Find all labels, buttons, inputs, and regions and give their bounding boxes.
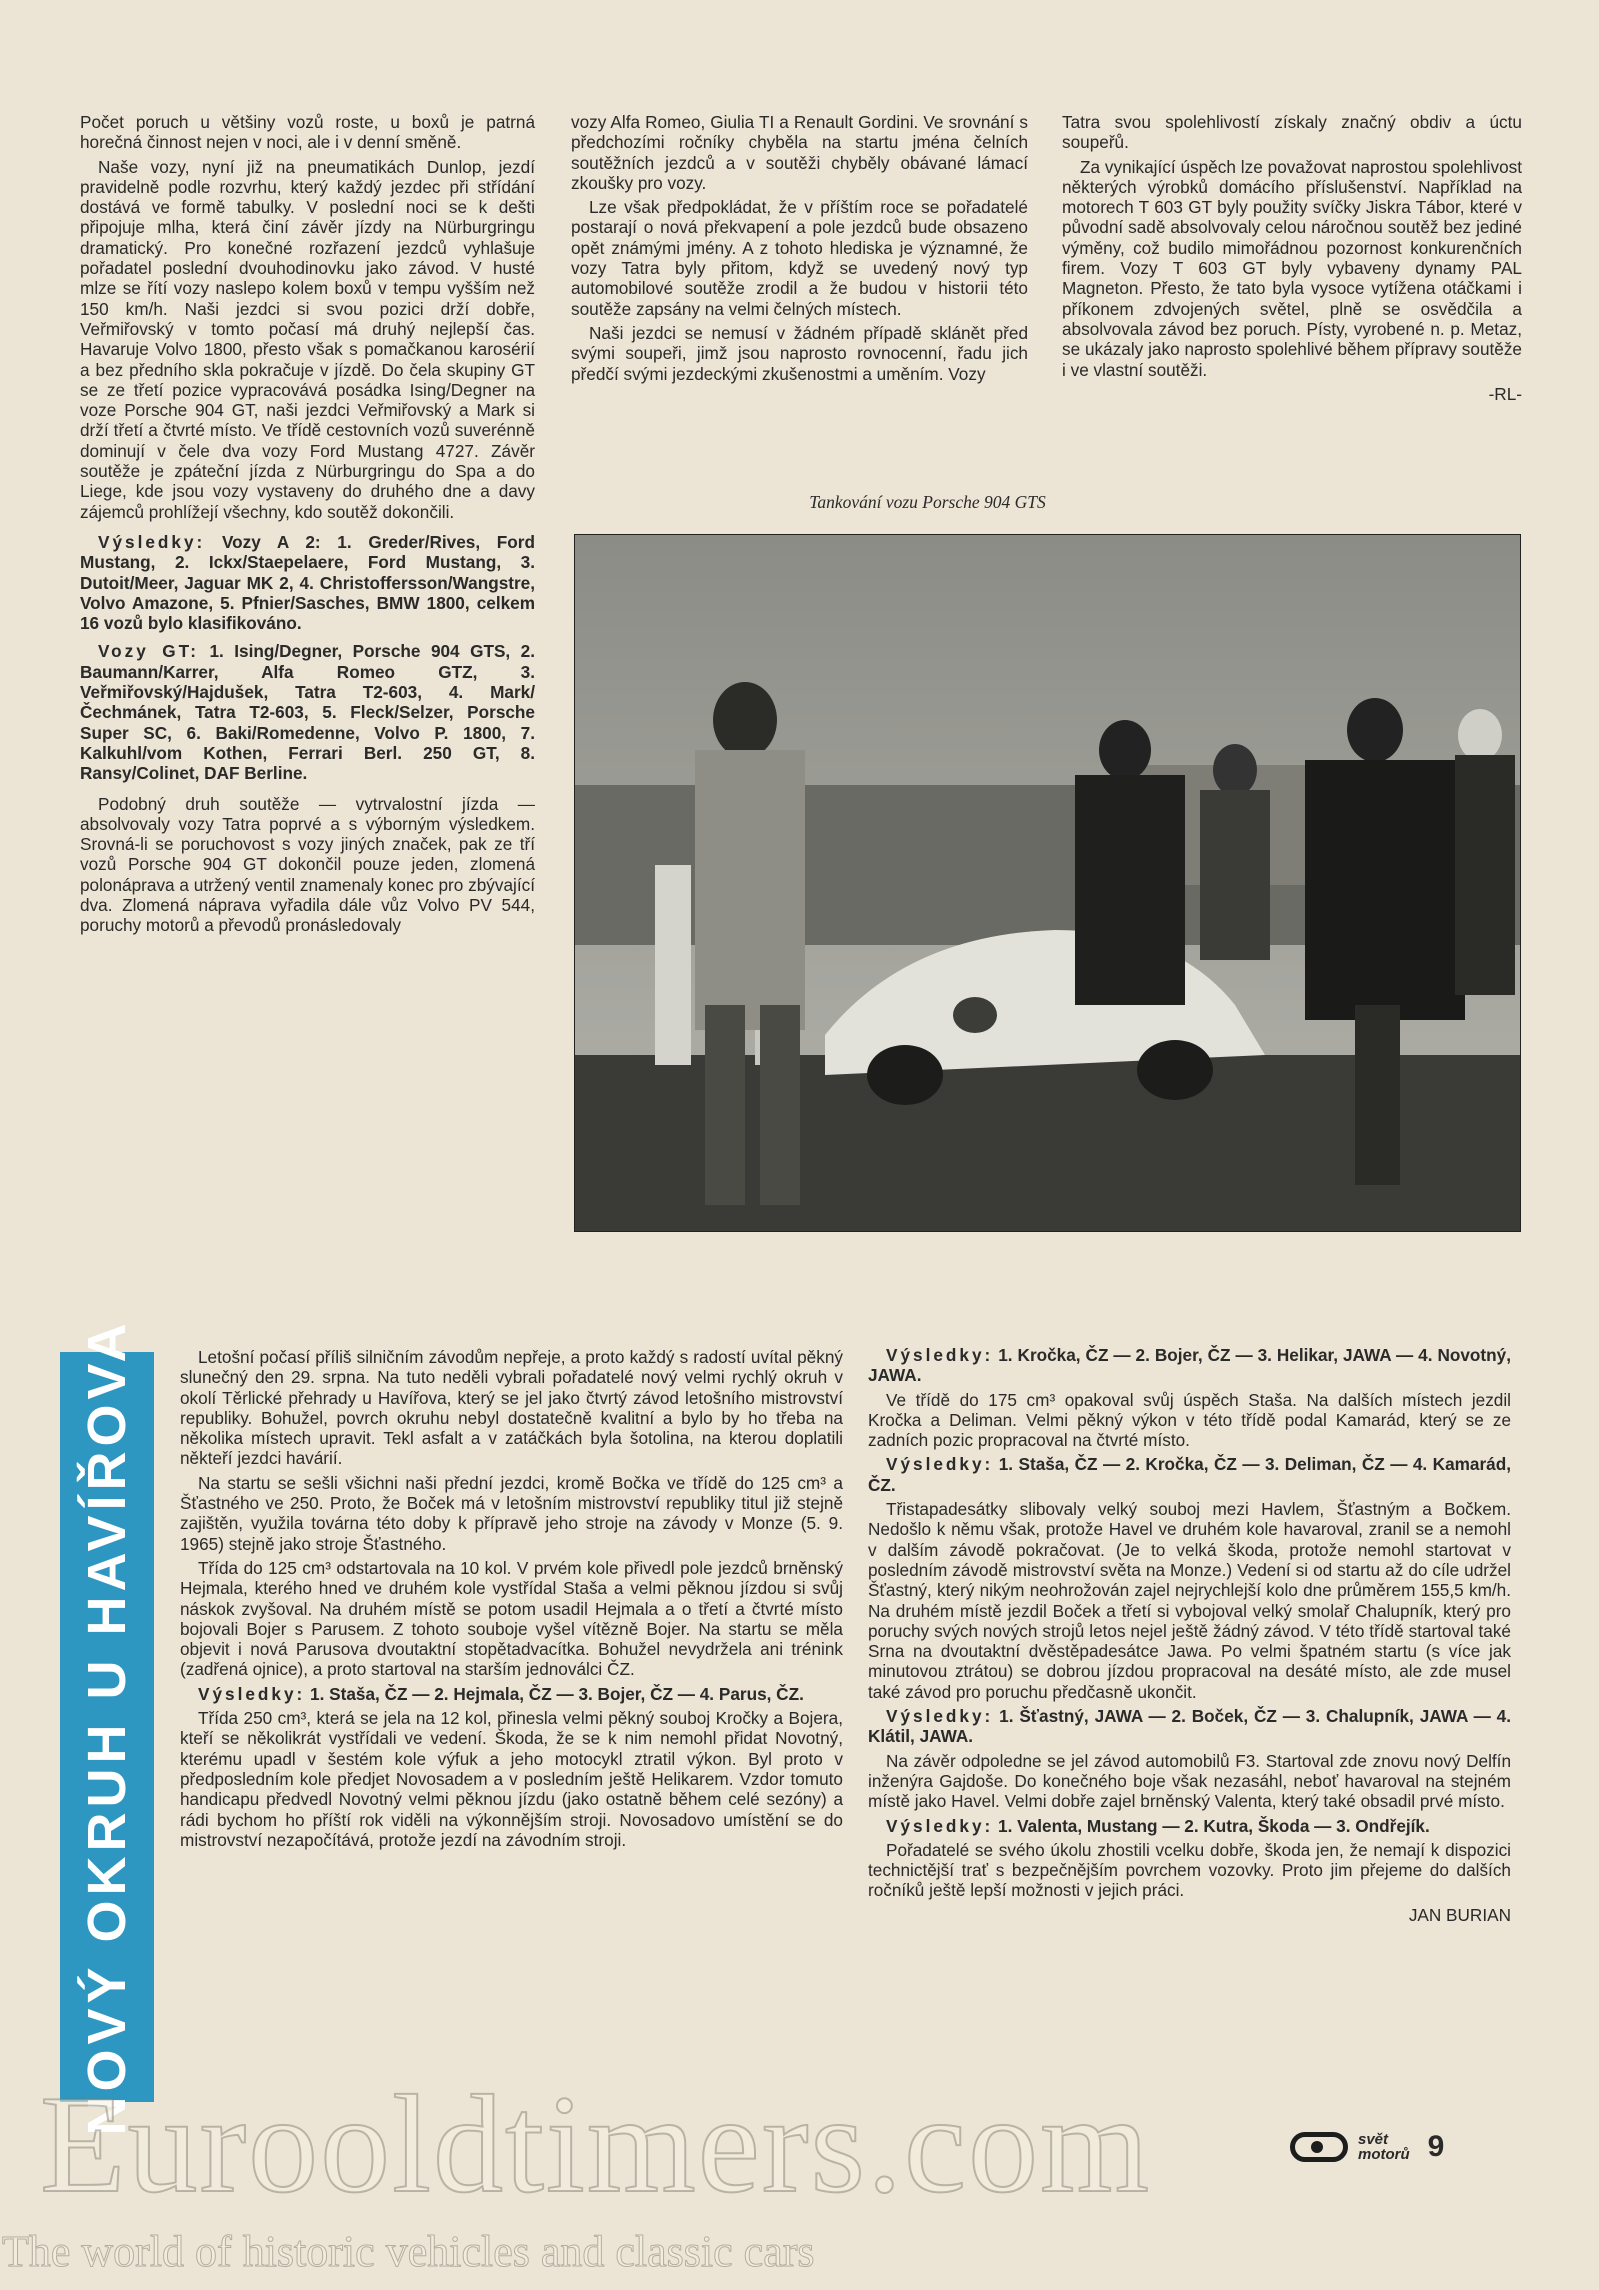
results-text: Vozy A 2: 1. Greder/Rives, Ford Mustang, 2. Ickx/Staepelaere, Ford Mustang, 3. Dutoit/Meer, Jaguar MK 2, 4. Christoffersson/Wangstre, Volvo Amazone, 5. Pfnier/Sasches, BMW 1800, celkem 16 vozů bylo klasifikováno. bbox=[80, 531, 535, 634]
paragraph: Na závěr odpoledne se jel závod automobilů F3. Startoval zde znovu nový Delfín inženýra Gajdoše. Do konečného boje však nezasáhl, neboť havaroval na stejném místě jako Havel. Velmi dobře zajel brněnský Valenta, který také obsadil prvé místo. bbox=[868, 1750, 1511, 1812]
article-title: NOVÝ OKRUH U HAVÍŘOVA bbox=[77, 1318, 137, 2136]
results-lead: Výsledky: bbox=[886, 1815, 994, 1836]
results-text: 1. Staša, ČZ — 2. Hejmala, ČZ — 3. Bojer, ČZ — 4. Parus, ČZ. bbox=[310, 1683, 804, 1704]
photo-caption: Tankování vozu Porsche 904 GTS bbox=[809, 492, 1046, 512]
results-paragraph bbox=[180, 1684, 843, 1704]
logo-line-2: motorů bbox=[1358, 2146, 1410, 2163]
logo-icon bbox=[1290, 2132, 1348, 2162]
results-paragraph bbox=[868, 1816, 1511, 1836]
watermark-tagline: The world of historic vehicles and classic cars bbox=[2, 2227, 815, 2276]
article-column-2 bbox=[571, 112, 1028, 388]
results-paragraph bbox=[868, 1706, 1511, 1747]
article2-column-1 bbox=[180, 1347, 843, 1854]
paragraph: Počet poruch u většiny vozů roste, u boxů je patrná horečná činnost nejen v noci, ale i v denní směně. bbox=[80, 112, 535, 153]
results-lead: Výsledky: bbox=[886, 1454, 994, 1475]
article-column-1 bbox=[80, 112, 535, 940]
paragraph: Pořadatelé se svého úkolu zhostili vcelku dobře, škoda jen, že nemají k dispozici technictější trať s bezpečnějším povrchem vozovky. Proto jim přejeme do dalších ročníků ještě lepší možnosti v jejich práci. bbox=[868, 1839, 1511, 1901]
article-title-sidebar bbox=[60, 1318, 154, 2136]
paragraph: Naše vozy, nyní již na pneumatikách Dunlop, jezdí pravidelně podle rozvrhu, který každý jezdec při střídání dostává ve formě tabulky. V poslední noci se k dešti připojuje mlha, která činí závěr jízdy na Nürburgringu dramatický. Pro konečné rozřazení jezdců vyhlašuje pořadatel poslední dvouhodinovku jako závod. V husté mlze se řítí vozy naslepo kolem boxů v tempu vyšším než 150 km/h. Naši jezdci si svou pozici drží dobře, Veřmiřovský v tomto počasí má druhý nejlepší čas. Havaruje Volvo 1800, přesto však s pomačkanou karosérií a bez předního skla pokračuje v jízdě. Do čela skupiny GT se ze třetí pozice vypracovává posádka Ising/Degner na voze Porsche 904 GT, naši jezdci Veřmiřovský a Mark si drží třetí a čtvrté místo. Ve třídě cestovních vozů suverénně dominují v čele dva vozy Ford Mustang 4727. Závěr soutěže je zpáteční jízda z Nürburgringu do Spa a do Liege, kde jsou vozy vystaveny do druhého dne a davy zájemců prohlížejí všechny, kdo soutěž dokončili. bbox=[80, 156, 535, 522]
results-text: 1. Ising/Degner, Porsche 904 GTS, 2. Baumann/Karrer, Alfa Romeo GTZ, 3. Veřmiřovský/Hajdušek, Tatra T2-603, 4. Mark/Čechmánek, Tatra T2-603, 5. Fleck/Selzer, Porsche Super SC, 6. Baki/Romedenne, Volvo P. 1800, 7. Kalkuhl/vom Kothen, Ferrari Berl. 250 GT, 8. Ransy/Colinet, DAF Berline. bbox=[80, 641, 535, 784]
photo-image bbox=[575, 535, 1520, 1231]
author-signature: -RL- bbox=[1488, 383, 1522, 404]
paragraph: Třída 250 cm³, která se jela na 12 kol, přinesla velmi pěkný souboj Kročky a Bojera, kteří se několikrát vystřídali ve vedení. Škoda, že se k nim nemohl přidat Novotný, kterému upadl v šestém kole výfuk a jeho motocykl ztratil výkon. Byl proto v předposledním kole předjet Novosadem a v posledním ještě Helikarem. Vzdor tomuto handicapu předvedl Novotný velmi pěknou jízdu (jako ostatně během celé sezóny) a rádi bychom ho příští rok viděli na výkonnějším stroji. Novosadovo umístění se do mistrovství nezapočítává, protože jezdí na závodním stroji. bbox=[180, 1708, 843, 1850]
results-lead: Výsledky: bbox=[198, 1683, 306, 1704]
paragraph: vozy Alfa Romeo, Giulia TI a Renault Gordini. Ve srovnání s předchozími ročníky chyběla na startu jména čelních soutěžních jezdců a v soutěži chyběly obávané lámací zkoušky pro vozy. bbox=[571, 112, 1028, 193]
article-column-3 bbox=[1062, 112, 1522, 404]
results-lead: Výsledky: bbox=[886, 1345, 994, 1365]
paragraph: Za vynikající úspěch lze považovat naprostou spolehlivost některých výrobků domácího příslušenství. Například na motorech T 603 GT byly použity svíčky Jiskra Tábor, které v původní sadě absolvovaly celou náročnou soutěž bez jediné výměny, což budilo mimořádnou pozornost konkurenčních firem. Vozy T 603 GT byly vybaveny dynamy PAL Magneton. Přesto, že tato byla vysoce vytížena otáčkami i příkonem zdvojených světel, plně se osvědčila a absolvovala závod bez poruch. Písty, vyrobené n. p. Metaz, se ukázaly jako naprosto spolehlivé během přípravy soutěže i ve vlastní soutěži. bbox=[1062, 156, 1522, 380]
logo-line-1: svět bbox=[1358, 2131, 1389, 2148]
results-paragraph bbox=[868, 1454, 1511, 1495]
results-text: 1. Kročka, ČZ — 2. Bojer, ČZ — 3. Helikar, JAWA — 4. Novotný, JAWA. bbox=[868, 1345, 1511, 1386]
magazine-logo bbox=[1290, 2125, 1500, 2169]
paragraph: Podobný druh soutěže — vytrvalostní jízda — absolvovaly vozy Tatra poprvé a s výborným výsledkem. Srovná-li se poruchovost s vozy jiných značek, pak ze tří vozů Porsche 904 GT dokončil pouze jeden, zlomená polonáprava a utržený ventil znamenaly konec pro zbývající dva. Zlomená náprava vyřadila dále vůz Volvo PV 544, poruchy motorů a převodů pronásledovaly bbox=[80, 793, 535, 936]
paragraph: Tatra svou spolehlivostí získaly značný obdiv a úctu soupeřů. bbox=[1062, 112, 1522, 153]
paragraph: Třída do 125 cm³ odstartovala na 10 kol. V prvém kole přivedl pole jezdců brněnský Hejmala, kterého hned ve druhém kole vystřídal Staša a velmi pěknou jízdou si svůj náskok zvyšoval. Na druhém místě se potom usadil Hejmala a o třetí a čtvrté místo bojovali Bojer s Parusem. Z tohoto souboje vyšel vítězně Bojer. Na startu se měla objevit i nová Parusova dvoutaktní stopětadvacítka. Bohužel nevydržela ani trénink (zadřená ojnice), a proto startoval na starším jednoválci ČZ. bbox=[180, 1557, 843, 1680]
photo-porsche-refuelling bbox=[574, 534, 1521, 1232]
results-lead: Výsledky: bbox=[886, 1706, 994, 1727]
paragraph: Letošní počasí příliš silničním závodům nepřeje, a proto každý s radostí uvítal pěkný slunečný den 29. srpna. Na tuto neděli vybrali pořadatelé nový velmi rychlý okruh v okolí Těrlické přehrady u Havířova, který se jel jako čtvrtý závod letošního mistrovství republiky. Bohužel, povrch okruhu nebyl dostatečně kvalitní a bylo by ho třeba na několika místech upravit. Tekl asfalt a v zatáčkách byla šotolina, na kterou doplatili někteří jezdci havárií. bbox=[180, 1347, 843, 1469]
results-text: 1. Šťastný, JAWA — 2. Boček, ČZ — 3. Chalupník, JAWA — 4. Klátil, JAWA. bbox=[868, 1706, 1512, 1747]
results-paragraph bbox=[80, 532, 535, 633]
paragraph: Třistapadesátky slibovaly velký souboj mezi Havlem, Šťastným a Bočkem. Nedošlo k němu však, protože Havel ve druhém kole havaroval, zranil se a nemohl v dalším závodě pokračovat. (Je to velká škoda, protože nemohl startovat v posledním závodě mistrovství světa na Monze.) Vedení si od startu až do cíle udržel Šťastný, který nikým neohrožován zajel nejrychlejší kolo dne průměrem 155,5 km/h. Na druhém místě jezdil Boček a třetí si vybojoval velký smolař Chalupník, který pro poruchy svých nových strojů letos nejel ještě žádný závod. V této třídě startoval také Srna na dvoutaktní dvěstěpadesátce Jawa. Po velmi špatném startu (s více jak minutovou ztrátou) se dobrou jízdou propracoval na desáté místo, ale zde musel také závod pro poruchu předčasně ukončit. bbox=[868, 1499, 1511, 1702]
paragraph: Naši jezdci se nemusí v žádném případě sklánět před svými soupeři, jimž jsou naprosto rovnocenní, řadu jich předčí svými jezdeckými zkušenostmi a uměním. Vozy bbox=[571, 322, 1028, 384]
paragraph: Na startu se sešli všichni naši přední jezdci, kromě Bočka ve třídě do 125 cm³ a Šťastného ve 250. Proto, že Boček má v letošním mistrovství republiky titul již stejně zajištěn, využila továrna této doby k přípravě jeho stroje na závody v Monze (5. 9. 1965) stejně jako stroje Šťastného. bbox=[180, 1472, 843, 1554]
article2-column-2 bbox=[868, 1345, 1511, 1925]
paragraph: Ve třídě do 175 cm³ opakoval svůj úspěch Staša. Na dalších místech jezdil Kročka a Deliman. Velmi pěkný výkon v této třídě podal Kamarád, který se ze zadních pozic propracoval na čtvrté místo. bbox=[868, 1389, 1511, 1451]
results-lead: Výsledky: bbox=[98, 531, 206, 552]
results-text: 1. Valenta, Mustang — 2. Kutra, Škoda — 3. Ondřejík. bbox=[998, 1815, 1430, 1836]
paragraph: Lze však předpokládat, že v příštím roce se pořadatelé postarají o nová překvapení a pole jezdců bude obsazeno opět známými jmény. A z tohoto hlediska je významné, že vozy Tatra byly přitom, když se uvedený nový typ automobilové soutěže zrodil a že budou v historii této soutěže zapsány na velmi čelných místech. bbox=[571, 197, 1028, 319]
results-paragraph bbox=[80, 641, 535, 783]
watermark: Eurooldtimers.com bbox=[40, 2067, 1152, 2222]
author-signature: JAN BURIAN bbox=[1408, 1904, 1511, 1925]
results-lead: Vozy GT: bbox=[98, 641, 199, 662]
page-number: 9 bbox=[1427, 2130, 1445, 2163]
results-paragraph bbox=[868, 1345, 1511, 1386]
logo-text bbox=[1358, 2132, 1410, 2162]
results-text: 1. Staša, ČZ — 2. Kročka, ČZ — 3. Deliman, ČZ — 4. Kamarád, ČZ. bbox=[868, 1454, 1512, 1495]
